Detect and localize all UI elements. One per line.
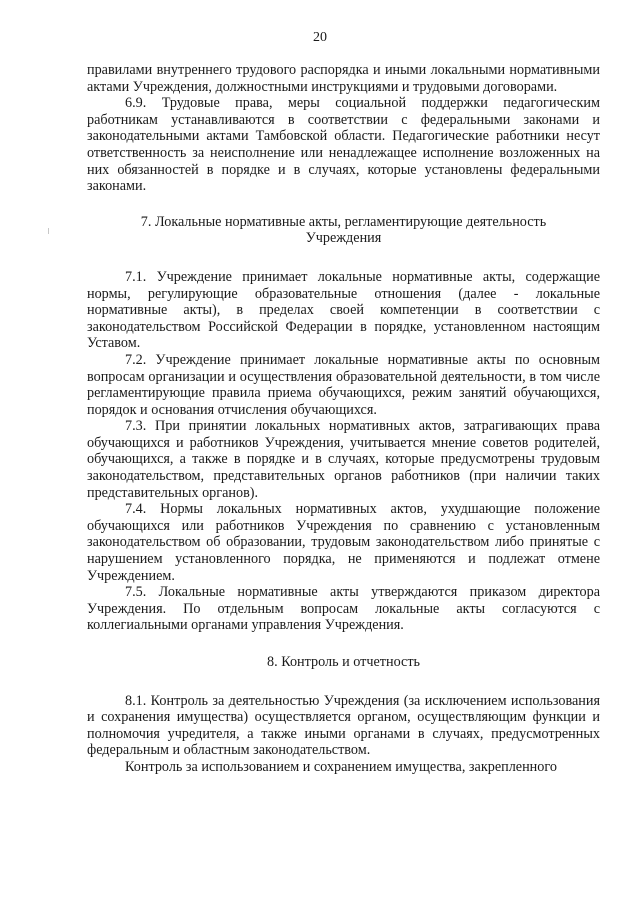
paragraph-6-9: 6.9. Трудовые права, меры социальной поддержки педагогическим работникам устанавливаются в соответствии с федеральными законами и законодательными актами Тамбовской области. Педагогические работники несут ответственность за неисполнение или ненадлежащее исполнение возложенных на них обязанностей в порядке и в случаях, которые установлены федеральными законами. xyxy=(87,95,600,195)
paragraph-7-1: 7.1. Учреждение принимает локальные нормативные акты, содержащие нормы, регулирующие образовательные отношения (далее - локальные нормативные акты), в пределах своей компетенции в соответствии с законодательством Российской Федерации в порядке, установленном настоящим Уставом. xyxy=(87,268,600,352)
document-body xyxy=(87,62,600,776)
paragraph-continuation: правилами внутреннего трудового распорядка и иными локальными нормативными актами Учреждения, должностными инструкциями и трудовыми договорами. xyxy=(87,62,600,95)
paragraph-7-3: 7.3. При принятии локальных нормативных актов, затрагивающих права обучающихся и работников Учреждения, учитывается мнение советов родителей, обучающихся, а также в порядке и в случаях, которые предусмотрены трудовым законодательством, представительных органов работников (при наличии таких представительных органов). xyxy=(87,418,600,501)
paragraph-continued-control: Контроль за использованием и сохранением имущества, закрепленного xyxy=(125,758,557,775)
page-number: 20 xyxy=(313,30,327,45)
scan-mark xyxy=(48,228,49,234)
paragraph-7-5: 7.5. Локальные нормативные акты утверждаются приказом директора Учреждения. По отдельным вопросам локальные акты согласуются с коллегиальными органами управления Учреждения. xyxy=(87,584,600,634)
paragraph-7-2: 7.2. Учреждение принимает локальные нормативные акты по основным вопросам организации и осуществления образовательной деятельности, в том числе регламентирующие правила приема обучающихся, режим занятий обучающихся, порядок и основания отчисления обучающихся. xyxy=(87,351,600,418)
section-heading-7: 7. Локальные нормативные акты, регламентирующие деятельность Учреждения xyxy=(140,213,547,247)
paragraph-7-4: 7.4. Нормы локальных нормативных актов, ухудшающие положение обучающихся или работников Учреждения по сравнению с установленным законодательством об образовании, трудовым законодательством либо принятые с нарушением установленного порядка, не применяются и подлежат отмене Учреждением. xyxy=(87,501,600,584)
section-heading-8: 8. Контроль и отчетность xyxy=(267,654,420,670)
paragraph-8-1: 8.1. Контроль за деятельностью Учреждения (за исключением использования и сохранения имущества) осуществляется органом, осуществляющим функции и полномочия учредителя, а также иными органами в случаях, предусмотренных федеральным и областным законодательством. xyxy=(87,692,600,759)
